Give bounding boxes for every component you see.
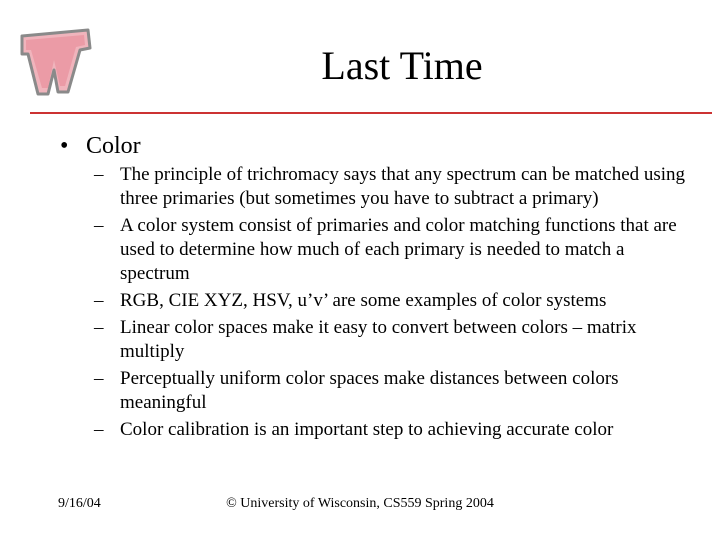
- main-bullet: [60, 130, 141, 162]
- title-divider: [30, 112, 712, 114]
- dash-marker: –: [94, 215, 104, 236]
- sub-bullet: [94, 289, 694, 313]
- footer-credit: © University of Wisconsin, CS559 Spring 2004: [226, 496, 494, 511]
- slide-title: Last Time: [321, 43, 483, 88]
- sub-bullet: [94, 316, 694, 364]
- sub-bullet-text: Linear color spaces make it easy to convert between colors – matrix multiply: [120, 317, 637, 362]
- sub-bullet: [94, 367, 694, 415]
- sub-bullet: [94, 418, 694, 442]
- dash-marker: –: [94, 164, 104, 185]
- dash-marker: –: [94, 368, 104, 389]
- sub-bullet-text: Perceptually uniform color spaces make distances between colors meaningful: [120, 368, 619, 413]
- dash-marker: –: [94, 419, 104, 440]
- dash-marker: –: [94, 317, 104, 338]
- sub-bullet-text: Color calibration is an important step to achieving accurate color: [120, 419, 614, 440]
- sub-bullet: [94, 163, 694, 211]
- footer-date: 9/16/04: [58, 496, 101, 511]
- sub-bullet: [94, 214, 694, 286]
- sub-bullet-text: The principle of trichromacy says that any spectrum can be matched using three primaries (but sometimes you have to subtract a primary): [120, 164, 686, 209]
- main-bullet-text: Color: [86, 133, 141, 159]
- sub-bullet-text: A color system consist of primaries and color matching functions that are used to determine how much of each primary is needed to match a spectrum: [120, 215, 677, 284]
- bullet-marker: •: [60, 133, 69, 159]
- sub-bullet-text: RGB, CIE XYZ, HSV, u’v’ are some examples of color systems: [120, 290, 607, 311]
- dash-marker: –: [94, 290, 104, 311]
- sub-bullet-list: [94, 163, 694, 445]
